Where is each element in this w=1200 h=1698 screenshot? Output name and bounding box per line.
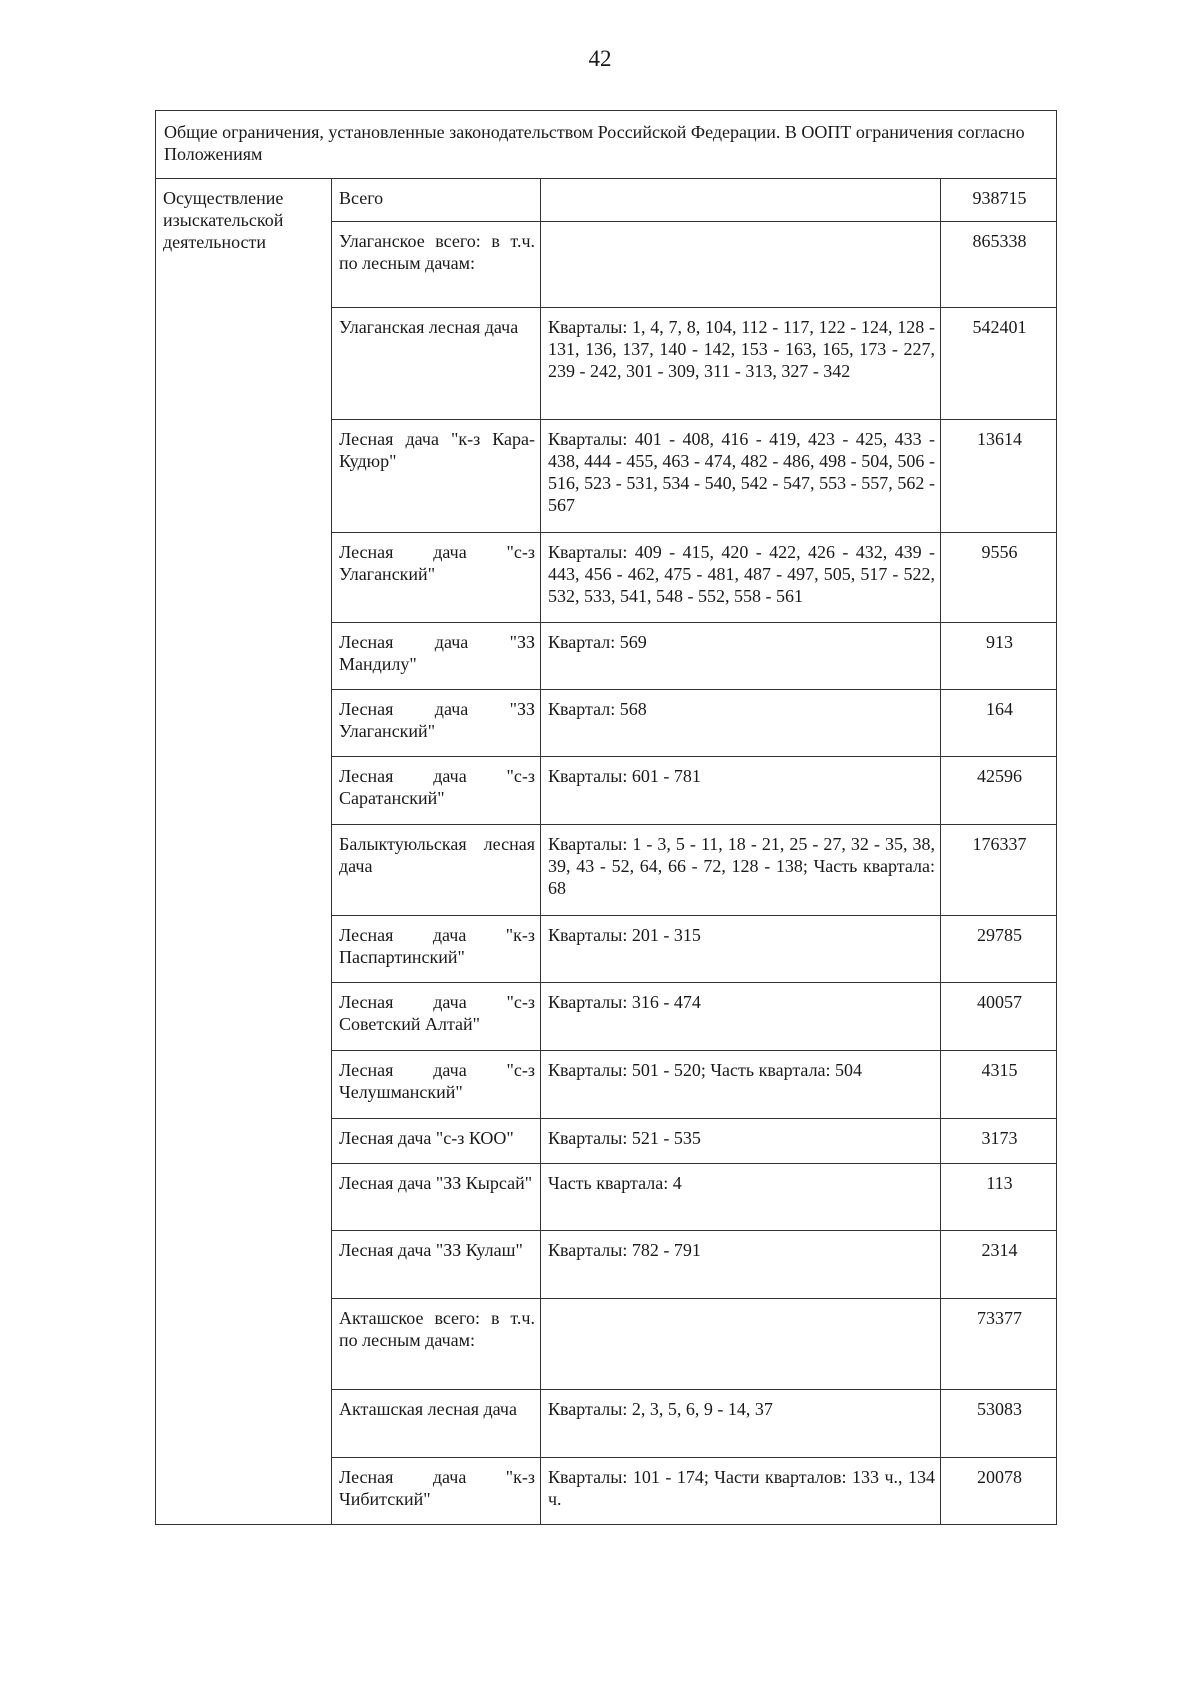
forest-name-cell: Лесная дача "ЗЗ Кырсай" xyxy=(332,1164,541,1231)
area-cell: 4315 xyxy=(941,1051,1057,1119)
quarters-cell: Кварталы: 316 - 474 xyxy=(541,983,941,1051)
quarters-cell: Кварталы: 1, 4, 7, 8, 104, 112 - 117, 122 - 124, 128 - 131, 136, 137, 140 - 142, 153 - 163, 165, 173 - 227, 239 - 242, 301 - 309, 311 - 313, 327 - 342 xyxy=(541,308,941,420)
forest-name-cell: Всего xyxy=(332,179,541,222)
quarters-cell: Кварталы: 782 - 791 xyxy=(541,1231,941,1299)
forest-name-cell: Лесная дача "ЗЗ Мандилу" xyxy=(332,623,541,690)
quarters-cell: Квартал: 569 xyxy=(541,623,941,690)
area-cell: 542401 xyxy=(941,308,1057,420)
area-cell: 73377 xyxy=(941,1299,1057,1390)
forest-name-cell: Лесная дача "с-з Саратанский" xyxy=(332,757,541,825)
area-cell: 9556 xyxy=(941,533,1057,623)
forest-name-cell: Лесная дача "к-з Кара-Кудюр" xyxy=(332,420,541,533)
area-cell: 113 xyxy=(941,1164,1057,1231)
quarters-cell xyxy=(541,179,941,222)
forest-name-cell: Лесная дача "к-з Чибитский" xyxy=(332,1458,541,1525)
area-cell: 176337 xyxy=(941,825,1057,916)
quarters-cell: Кварталы: 501 - 520; Часть квартала: 504 xyxy=(541,1051,941,1119)
forest-name-cell: Лесная дача "с-з КОО" xyxy=(332,1119,541,1164)
area-cell: 3173 xyxy=(941,1119,1057,1164)
forest-name-cell: Улаганское всего: в т.ч. по лесным дачам: xyxy=(332,222,541,308)
quarters-cell: Кварталы: 409 - 415, 420 - 422, 426 - 432, 439 - 443, 456 - 462, 475 - 481, 487 - 497, 505, 517 - 522, 532, 533, 541, 548 - 552, 558 - 561 xyxy=(541,533,941,623)
area-cell: 13614 xyxy=(941,420,1057,533)
area-cell: 938715 xyxy=(941,179,1057,222)
quarters-cell: Кварталы: 201 - 315 xyxy=(541,916,941,983)
forest-name-cell: Акташская лесная дача xyxy=(332,1390,541,1458)
forest-name-cell: Лесная дача "ЗЗ Кулаш" xyxy=(332,1231,541,1299)
forest-name-cell: Лесная дача "с-з Челушманский" xyxy=(332,1051,541,1119)
area-cell: 40057 xyxy=(941,983,1057,1051)
forest-name-cell: Лесная дача "с-з Советский Алтай" xyxy=(332,983,541,1051)
quarters-cell: Кварталы: 521 - 535 xyxy=(541,1119,941,1164)
page-number: 42 xyxy=(588,46,612,71)
forest-name-cell: Лесная дача "к-з Паспартинский" xyxy=(332,916,541,983)
area-cell: 865338 xyxy=(941,222,1057,308)
forest-name-cell: Лесная дача "ЗЗ Улаганский" xyxy=(332,690,541,757)
quarters-cell: Кварталы: 401 - 408, 416 - 419, 423 - 425, 433 - 438, 444 - 455, 463 - 474, 482 - 486, 498 - 504, 506 - 516, 523 - 531, 534 - 540, 542 - 547, 553 - 557, 562 - 567 xyxy=(541,420,941,533)
table-header-cell: Общие ограничения, установленные законодательством Российской Федерации. В ООПТ ограничения согласно Положениям xyxy=(156,111,1057,179)
quarters-cell xyxy=(541,1299,941,1390)
quarters-cell: Кварталы: 2, 3, 5, 6, 9 - 14, 37 xyxy=(541,1390,941,1458)
quarters-cell: Кварталы: 101 - 174; Части кварталов: 133 ч., 134 ч. xyxy=(541,1458,941,1525)
area-cell: 42596 xyxy=(941,757,1057,825)
area-cell: 913 xyxy=(941,623,1057,690)
activity-cell: Осуществление изыскательской деятельности xyxy=(156,179,332,1525)
restrictions-table xyxy=(155,110,1057,1525)
quarters-cell xyxy=(541,222,941,308)
quarters-cell: Квартал: 568 xyxy=(541,690,941,757)
table-row xyxy=(156,179,1057,222)
forest-name-cell: Лесная дача "с-з Улаганский" xyxy=(332,533,541,623)
quarters-cell: Кварталы: 601 - 781 xyxy=(541,757,941,825)
area-cell: 2314 xyxy=(941,1231,1057,1299)
forest-name-cell: Акташское всего: в т.ч. по лесным дачам: xyxy=(332,1299,541,1390)
forest-name-cell: Балыктуюльская лесная дача xyxy=(332,825,541,916)
quarters-cell: Часть квартала: 4 xyxy=(541,1164,941,1231)
area-cell: 53083 xyxy=(941,1390,1057,1458)
quarters-cell: Кварталы: 1 - 3, 5 - 11, 18 - 21, 25 - 27, 32 - 35, 38, 39, 43 - 52, 64, 66 - 72, 128 - 138; Часть квартала: 68 xyxy=(541,825,941,916)
area-cell: 20078 xyxy=(941,1458,1057,1525)
area-cell: 164 xyxy=(941,690,1057,757)
area-cell: 29785 xyxy=(941,916,1057,983)
forest-name-cell: Улаганская лесная дача xyxy=(332,308,541,420)
table-header-row xyxy=(156,111,1057,179)
